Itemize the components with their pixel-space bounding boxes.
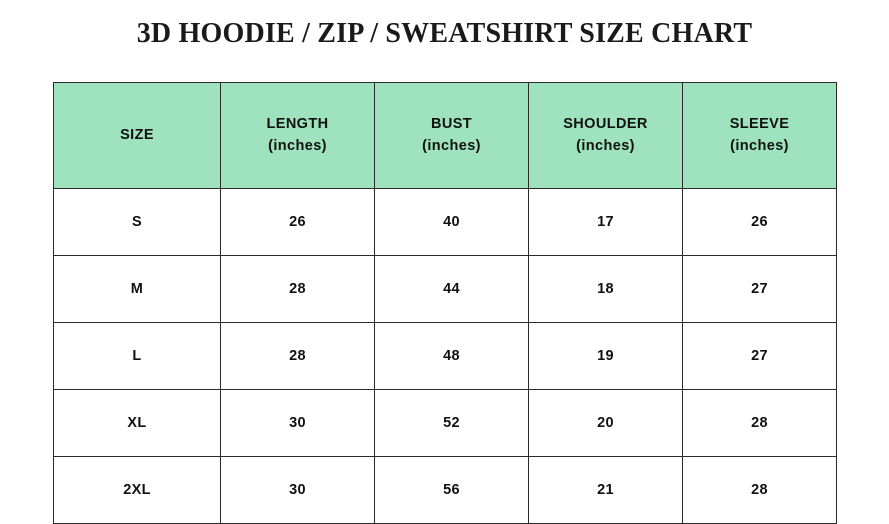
column-header-bust-unit: (inches) [422,137,481,154]
table-header [54,83,837,189]
column-header-bust-label: BUST [430,116,473,133]
column-header-sleeve [683,83,837,189]
cell-length: 30 [221,457,375,524]
table-row [54,390,837,457]
cell-bust: 56 [375,457,529,524]
cell-shoulder: 17 [529,189,683,256]
column-header-length-label: LENGTH [266,116,329,133]
cell-size: L [54,323,221,390]
cell-length: 28 [221,256,375,323]
cell-sleeve: 26 [683,189,837,256]
cell-length: 28 [221,323,375,390]
table-row [54,256,837,323]
table-header-row [54,83,837,189]
column-header-shoulder-label: SHOULDER [563,116,648,133]
cell-shoulder: 21 [529,457,683,524]
cell-sleeve: 28 [683,457,837,524]
table-row [54,457,837,524]
size-table-container [53,50,836,524]
cell-sleeve: 27 [683,323,837,390]
table-row [54,323,837,390]
cell-sleeve: 28 [683,390,837,457]
cell-shoulder: 18 [529,256,683,323]
cell-bust: 52 [375,390,529,457]
cell-length: 26 [221,189,375,256]
column-header-size-label: SIZE [120,126,154,143]
cell-sleeve: 27 [683,256,837,323]
column-header-sleeve-label: SLEEVE [729,116,790,133]
cell-shoulder: 20 [529,390,683,457]
column-header-shoulder-unit: (inches) [576,137,635,154]
cell-shoulder: 19 [529,323,683,390]
column-header-length [221,83,375,189]
cell-bust: 40 [375,189,529,256]
column-header-length-unit: (inches) [268,137,327,154]
table-body [54,189,837,524]
size-chart-table [53,82,837,524]
cell-size: 2XL [54,457,221,524]
column-header-size [54,83,221,189]
cell-size: S [54,189,221,256]
column-header-shoulder [529,83,683,189]
cell-size: M [54,256,221,323]
page-title: 3D HOODIE / ZIP / SWEATSHIRT SIZE CHART [136,18,753,49]
cell-bust: 48 [375,323,529,390]
cell-size: XL [54,390,221,457]
table-row [54,189,837,256]
cell-length: 30 [221,390,375,457]
cell-bust: 44 [375,256,529,323]
column-header-sleeve-unit: (inches) [730,137,789,154]
column-header-bust [375,83,529,189]
